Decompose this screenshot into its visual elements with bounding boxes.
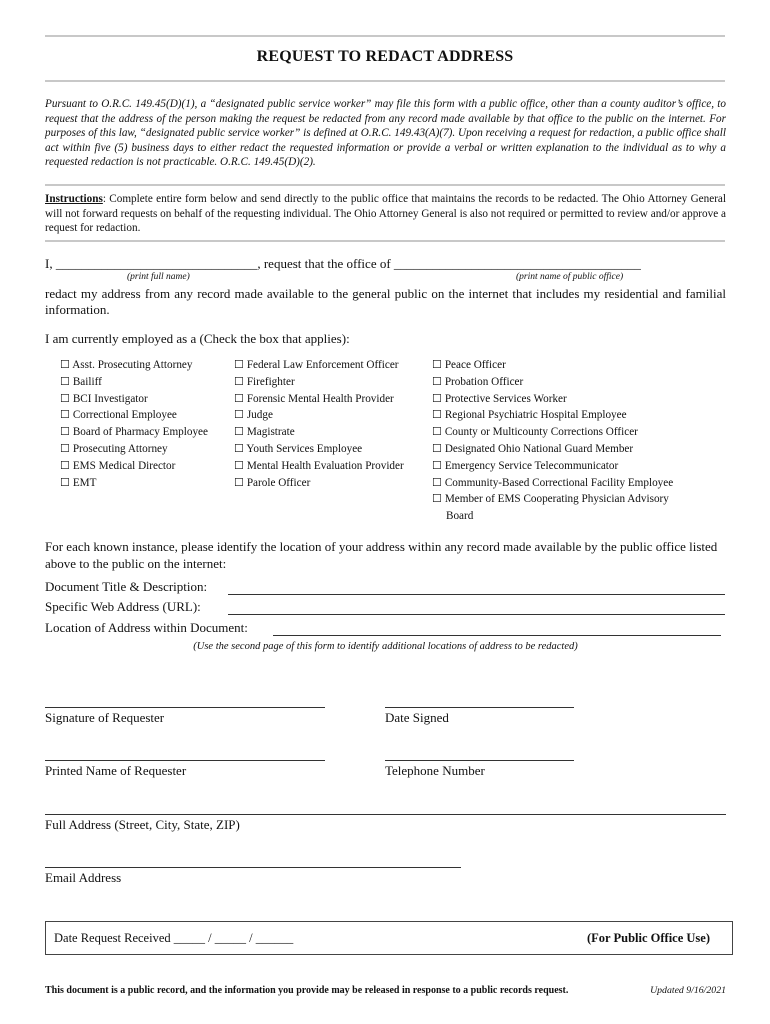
checkbox-option[interactable]: ☐ Parole Officer [234,476,311,489]
checkbox-option[interactable]: ☐ Magistrate [234,426,295,439]
instructions-bottom-rule [45,240,725,242]
second-page-note: (Use the second page of this form to identify additional locations of address to be redacted) [193,641,578,652]
full-address-label: Full Address (Street, City, State, ZIP) [45,817,240,832]
checkbox-icon[interactable]: ☐ [432,493,443,506]
request-continuation: redact my address from any record made available to the general public on the internet that includes my residential and familial information. [45,286,726,317]
date-received-field[interactable]: _____ / _____ / ______ [173,931,294,945]
signature-field[interactable] [45,707,325,708]
checkbox-icon[interactable]: ☐ [432,409,443,422]
checkbox-icon[interactable]: ☐ [60,442,71,455]
checkbox-option[interactable]: ☐ Community-Based Correctional Facility Employee [432,476,674,489]
checkbox-icon[interactable]: ☐ [234,476,245,489]
web-address-field[interactable] [228,614,725,615]
checkbox-icon[interactable]: ☐ [432,375,443,388]
checkbox-icon[interactable]: ☐ [60,476,71,489]
web-address-label: Specific Web Address (URL): [45,599,201,614]
hint-full-name: (print full name) [127,272,190,282]
request-prefix: I, [45,256,56,271]
checkbox-option[interactable]: ☐ Peace Officer [432,359,506,371]
checkbox-option[interactable]: ☐ EMT [60,476,97,489]
options-column-3 [432,357,673,525]
telephone-label: Telephone Number [385,763,485,778]
checkbox-option[interactable]: ☐ Board of Pharmacy Employee [60,426,208,439]
title-rule [45,80,725,82]
checkbox-option[interactable]: ☐ Bailiff [60,375,102,388]
hint-public-office: (print name of public office) [516,272,624,282]
page-title: REQUEST TO REDACT ADDRESS [256,48,514,65]
full-address-field[interactable] [45,814,726,815]
date-signed-label: Date Signed [385,710,449,725]
checkbox-option[interactable]: ☐ Regional Psychiatric Hospital Employee [432,409,627,422]
public-office-field[interactable]: ______________________________________ [393,256,641,271]
footer [45,985,726,996]
checkbox-option[interactable]: ☐ Member of EMS Cooperating Physician Advisory [432,493,669,506]
checkbox-icon[interactable]: ☐ [60,459,71,472]
intro-paragraph: Pursuant to O.R.C. 149.45(D)(1), a “designated public service worker” may file this form with a public office, other than a county auditor’s office, to request that the address of the person making the request be redacted from any record made available by that office to the public on the internet. For purposes of this law, “designated public service worker” is defined at O.R.C. 149.43(A)(7). Upon receiving a request for redaction, a public office shall act within five (5) business days to either redact the requested information or provide a verbal or written explanation to the individual as to why a requested redaction is not practicable. O.R.C. 149.45(D)(2). [45,98,726,169]
checkbox-icon[interactable]: ☐ [234,375,245,388]
checkbox-icon[interactable]: ☐ [432,359,443,371]
checkbox-icon[interactable]: ☐ [234,359,245,371]
checkbox-icon[interactable]: ☐ [234,426,245,439]
date-signed-field[interactable] [385,707,574,708]
checkbox-option[interactable]: ☐ Probation Officer [432,375,524,388]
checkbox-option[interactable]: ☐ Judge [234,409,273,422]
checkbox-option[interactable]: ☐ Youth Services Employee [234,442,363,455]
checkbox-icon[interactable]: ☐ [432,459,443,472]
checkbox-option[interactable]: ☐ Forensic Mental Health Provider [234,392,394,405]
public-record-notice: This document is a public record, and the information you provide may be released in response to a public records request. [45,985,569,996]
checkbox-option[interactable]: ☐ Prosecuting Attorney [60,442,168,455]
checkbox-icon[interactable]: ☐ [60,359,71,371]
checkbox-option[interactable]: ☐ Asst. Prosecuting Attorney [60,359,193,371]
checkbox-option[interactable]: ☐ County or Multicounty Corrections Officer [432,426,638,439]
options-column-2 [234,357,404,491]
checkbox-option[interactable]: ☐ Federal Law Enforcement Officer [234,359,399,371]
checkbox-icon[interactable]: ☐ [60,409,71,422]
email-label: Email Address [45,870,122,885]
telephone-field[interactable] [385,760,574,761]
checkbox-option[interactable]: ☐ Firefighter [234,375,295,388]
printed-name-label: Printed Name of Requester [45,763,187,778]
checkbox-icon[interactable]: ☐ [432,442,443,455]
checkbox-icon[interactable]: ☐ [432,392,443,405]
request-middle: , request that the office of [257,256,394,271]
instructions-text: : Complete entire form below and send directly to the public office that maintains the records to be redacted. The Ohio Attorney General will not forward requests on behalf of the requesting individual. The Ohio Attorney General is also not required or permitted to review and/or approve a request for redaction. [45,193,726,235]
checkbox-icon[interactable]: ☐ [234,409,245,422]
instructions-paragraph [45,192,726,236]
option-continuation: Board [446,510,474,523]
top-rule [45,35,725,37]
location-label: Location of Address within Document: [45,620,248,635]
employment-question: I am currently employed as a (Check the box that applies): [45,331,350,346]
email-field[interactable] [45,867,461,868]
office-use-label: (For Public Office Use) [587,931,710,945]
checkbox-option[interactable]: ☐ EMS Medical Director [60,459,176,472]
location-intro: For each known instance, please identify the location of your address within any record made available by the public office listed above to the public on the internet: [45,539,718,571]
checkbox-option[interactable]: ☐ Designated Ohio National Guard Member [432,442,634,455]
checkbox-icon[interactable]: ☐ [234,459,245,472]
checkbox-icon[interactable]: ☐ [432,426,443,439]
date-received-row [54,931,293,946]
updated-date: Updated 9/16/2021 [650,985,726,996]
date-received-label: Date Request Received [54,931,171,945]
request-line [45,256,641,272]
checkbox-icon[interactable]: ☐ [60,426,71,439]
options-column-1 [60,357,208,491]
office-use-box [45,921,733,955]
checkbox-icon[interactable]: ☐ [432,476,443,489]
checkbox-icon[interactable]: ☐ [60,392,71,405]
full-name-field[interactable]: _______________________________ [55,256,258,271]
checkbox-icon[interactable]: ☐ [234,392,245,405]
checkbox-option[interactable]: ☐ Mental Health Evaluation Provider [234,459,404,472]
checkbox-option[interactable]: ☐ BCI Investigator [60,392,148,405]
checkbox-option[interactable]: ☐ Correctional Employee [60,409,177,422]
checkbox-option[interactable]: ☐ Emergency Service Telecommunicator [432,459,619,472]
instructions-top-rule [45,184,725,186]
printed-name-field[interactable] [45,760,325,761]
checkbox-option[interactable]: ☐ Protective Services Worker [432,392,567,405]
location-field[interactable] [273,635,721,636]
doc-title-field[interactable] [228,594,725,595]
checkbox-icon[interactable]: ☐ [60,375,71,388]
checkbox-icon[interactable]: ☐ [234,442,245,455]
doc-title-label: Document Title & Description: [45,579,208,594]
instructions-label: Instructions [45,193,103,205]
signature-label: Signature of Requester [45,710,165,725]
